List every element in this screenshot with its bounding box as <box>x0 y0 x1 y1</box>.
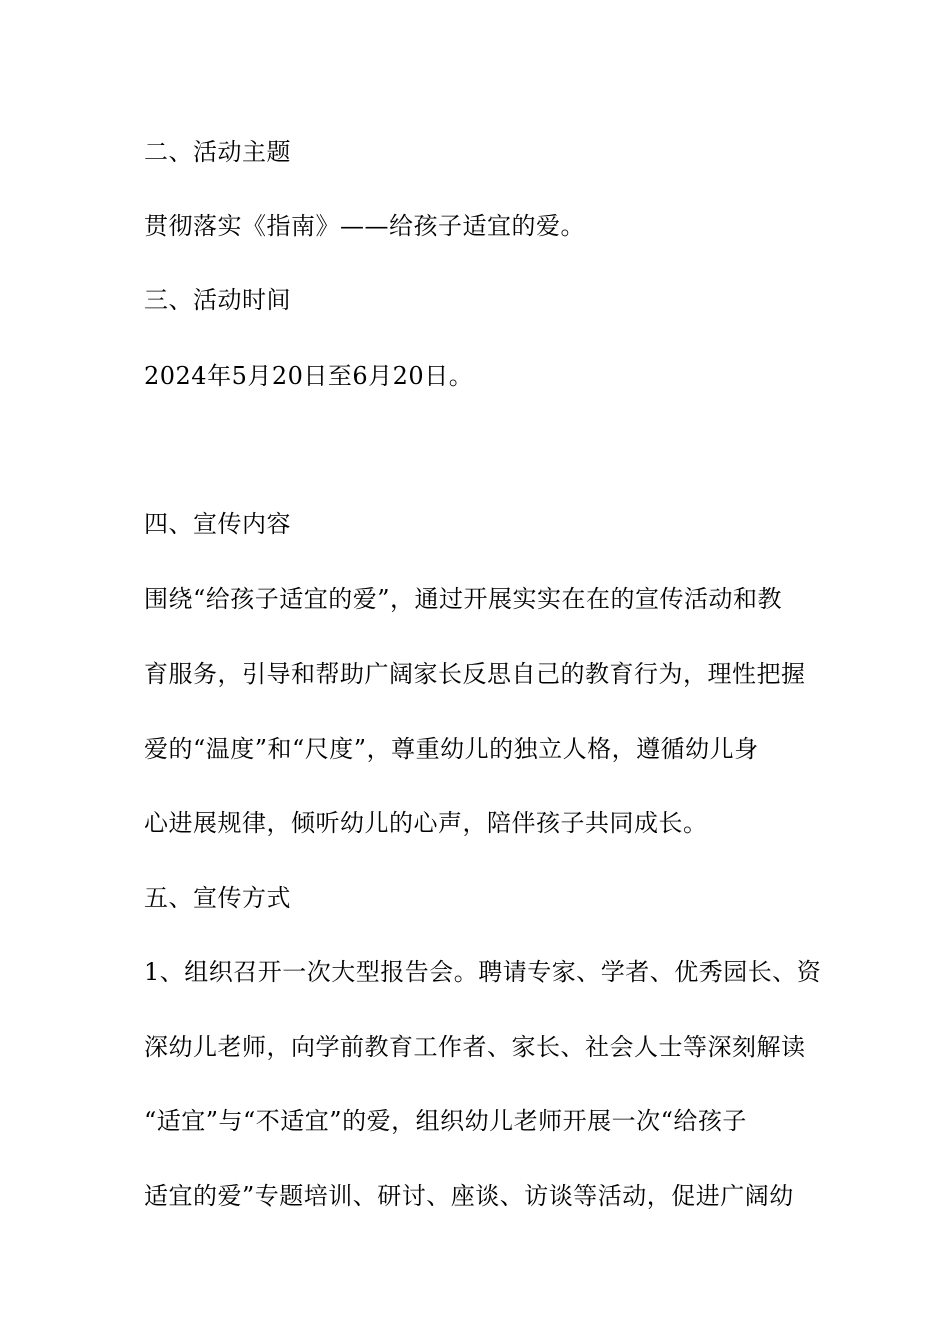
theme-text: 贯彻落实《指南》——给孩子适宜的爱。 <box>144 212 585 240</box>
paragraph-line: 深幼儿老师，向学前教育工作者、家长、社会人士等深刻解读 <box>144 1033 806 1061</box>
paragraph-line: 育服务，引导和帮助广阔家长反思自己的教育行为，理性把握 <box>144 660 806 688</box>
section-heading-theme: 二、活动主题 <box>144 138 291 166</box>
section-heading-method: 五、宣传方式 <box>144 884 291 912</box>
paragraph-line: 适宜的爱”专题培训、研讨、座谈、访谈等活动，促进广阔幼 <box>144 1182 794 1210</box>
paragraph-line: “适宜”与“不适宜”的爱，组织幼儿老师开展一次“给孩子 <box>144 1107 747 1135</box>
paragraph-line: 围绕“给孩子适宜的爱”，通过开展实实在在的宣传活动和教 <box>144 585 783 613</box>
time-text: 2024年5月20日至6月20日。 <box>144 362 474 390</box>
paragraph-line: 心进展规律，倾听幼儿的心声，陪伴孩子共同成长。 <box>144 809 708 837</box>
paragraph-line: 爱的“温度”和“尺度”，尊重幼儿的独立人格，遵循幼儿身 <box>144 735 759 763</box>
section-heading-time: 三、活动时间 <box>144 286 291 314</box>
section-heading-content: 四、宣传内容 <box>144 510 291 538</box>
paragraph-line: 1、组织召开一次大型报告会。聘请专家、学者、优秀园长、资 <box>144 958 822 986</box>
